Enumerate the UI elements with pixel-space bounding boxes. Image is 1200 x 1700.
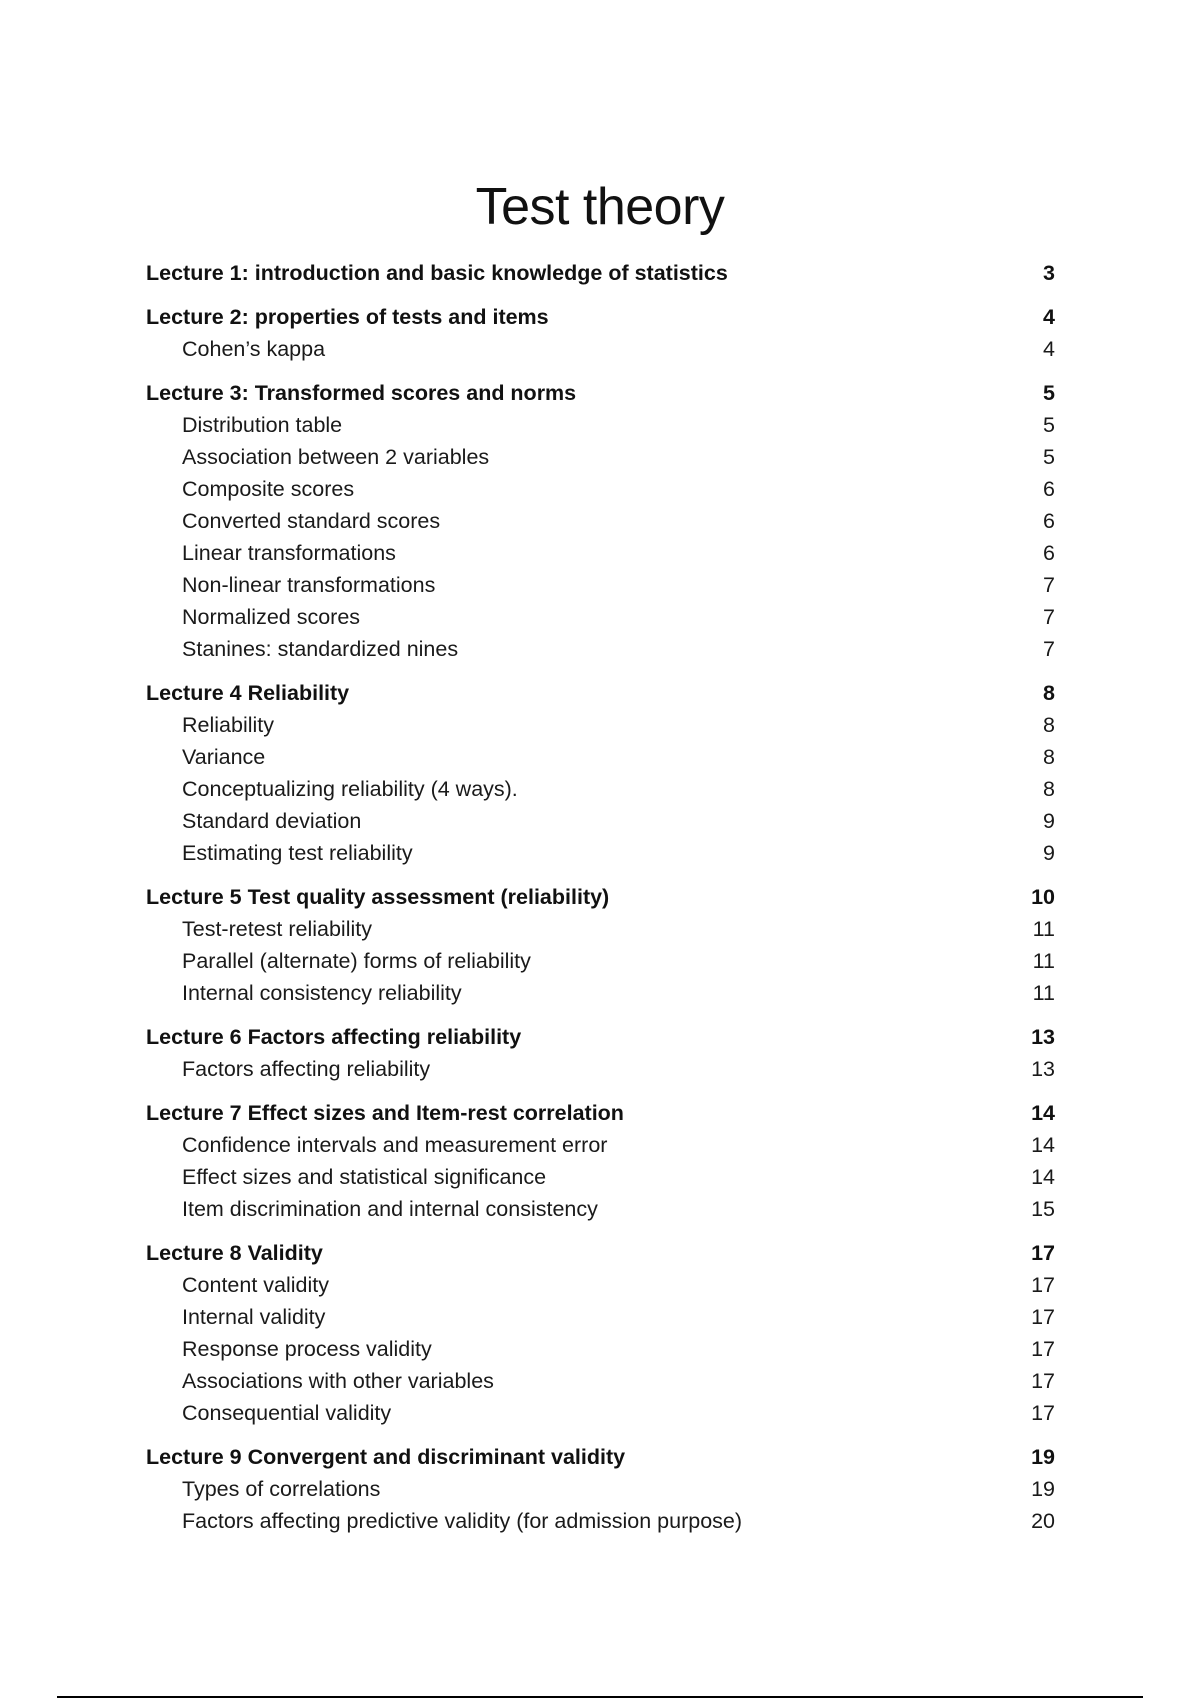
toc-lecture-title: Lecture 2: properties of tests and items: [146, 305, 549, 329]
toc-lecture-title: Lecture 5 Test quality assessment (reliability): [146, 885, 610, 909]
toc-subsection-entry[interactable]: [146, 1161, 1055, 1193]
toc-lecture-entry[interactable]: [146, 1021, 1055, 1053]
toc-subsection-entry[interactable]: [146, 945, 1055, 977]
toc-subsection-title: Effect sizes and statistical significance: [182, 1165, 547, 1189]
toc-lecture-entry[interactable]: [146, 881, 1055, 913]
toc-subsection-title: Associations with other variables: [182, 1369, 494, 1393]
toc-subsection-page-number: 8: [1043, 713, 1055, 737]
toc-subsection-title: Standard deviation: [182, 809, 362, 833]
toc-lecture-entry[interactable]: [146, 677, 1055, 709]
toc-section: [146, 881, 1055, 1009]
toc-subsection-entry[interactable]: [146, 601, 1055, 633]
toc-subsection-title: Distribution table: [182, 413, 343, 437]
toc-subsection-page-number: 6: [1043, 477, 1055, 501]
toc-subsection-entry[interactable]: [146, 1129, 1055, 1161]
toc-subsection-title: Response process validity: [182, 1337, 432, 1361]
toc-subsection-entry[interactable]: [146, 1193, 1055, 1225]
toc-subsection-title: Internal validity: [182, 1305, 326, 1329]
toc-lecture-entry[interactable]: [146, 1097, 1055, 1129]
toc-subsection-title: Linear transformations: [182, 541, 396, 565]
toc-subsection-page-number: 17: [1031, 1401, 1055, 1425]
toc-subsection-entry[interactable]: [146, 741, 1055, 773]
toc-lecture-entry[interactable]: [146, 1237, 1055, 1269]
toc-lecture-page-number: 5: [1043, 381, 1055, 405]
toc-subsection-page-number: 11: [1032, 949, 1055, 973]
toc-subsection-page-number: 7: [1043, 573, 1055, 597]
toc-subsection-entry[interactable]: [146, 473, 1055, 505]
toc-lecture-title: Lecture 1: introduction and basic knowledge of statistics: [146, 261, 728, 285]
toc-subsection-page-number: 7: [1043, 605, 1055, 629]
toc-subsection-page-number: 11: [1032, 981, 1055, 1005]
toc-subsection-entry[interactable]: [146, 1473, 1055, 1505]
toc-subsection-title: Parallel (alternate) forms of reliability: [182, 949, 531, 973]
toc-subsection-title: Test-retest reliability: [182, 917, 372, 941]
toc-section: [146, 1441, 1055, 1537]
toc-subsection-page-number: 8: [1043, 777, 1055, 801]
toc-lecture-title: Lecture 6 Factors affecting reliability: [146, 1025, 522, 1049]
toc-section: [146, 257, 1055, 289]
toc-subsection-title: Content validity: [182, 1273, 329, 1297]
toc-subsection-page-number: 13: [1031, 1057, 1055, 1081]
toc-subsection-page-number: 15: [1031, 1197, 1055, 1221]
toc-subsection-entry[interactable]: [146, 1397, 1055, 1429]
toc-lecture-title: Lecture 4 Reliability: [146, 681, 350, 705]
toc-subsection-entry[interactable]: [146, 569, 1055, 601]
toc-subsection-entry[interactable]: [146, 1333, 1055, 1365]
toc-subsection-entry[interactable]: [146, 837, 1055, 869]
toc-lecture-title: Lecture 7 Effect sizes and Item-rest correlation: [146, 1101, 624, 1125]
toc-subsection-page-number: 4: [1043, 337, 1055, 361]
toc-subsection-page-number: 5: [1043, 445, 1055, 469]
toc-subsection-page-number: 8: [1043, 745, 1055, 769]
toc-subsection-page-number: 9: [1043, 841, 1055, 865]
toc-lecture-entry[interactable]: [146, 257, 1055, 289]
toc-subsection-title: Estimating test reliability: [182, 841, 413, 865]
toc-subsection-entry[interactable]: [146, 977, 1055, 1009]
toc-section: [146, 1237, 1055, 1429]
toc-section: [146, 377, 1055, 665]
toc-subsection-title: Factors affecting reliability: [182, 1057, 431, 1081]
toc-subsection-entry[interactable]: [146, 913, 1055, 945]
toc-lecture-page-number: 19: [1031, 1445, 1055, 1469]
toc-subsection-page-number: 7: [1043, 637, 1055, 661]
toc-subsection-title: Normalized scores: [182, 605, 361, 629]
toc-lecture-page-number: 10: [1031, 885, 1055, 909]
toc-lecture-entry[interactable]: [146, 301, 1055, 333]
toc-subsection-entry[interactable]: [146, 1505, 1055, 1537]
toc-lecture-page-number: 14: [1031, 1101, 1055, 1125]
toc-subsection-page-number: 20: [1031, 1509, 1055, 1533]
toc-section: [146, 1021, 1055, 1085]
toc-subsection-entry[interactable]: [146, 441, 1055, 473]
page-title: Test theory: [475, 177, 725, 236]
bottom-divider: [57, 1696, 1143, 1698]
toc-subsection-title: Factors affecting predictive validity (for admission purpose): [182, 1509, 743, 1533]
toc-subsection-page-number: 17: [1031, 1337, 1055, 1361]
toc-subsection-page-number: 17: [1031, 1305, 1055, 1329]
toc-subsection-entry[interactable]: [146, 537, 1055, 569]
toc-subsection-title: Composite scores: [182, 477, 355, 501]
toc-lecture-page-number: 3: [1043, 261, 1055, 285]
toc-lecture-title: Lecture 3: Transformed scores and norms: [146, 381, 577, 405]
toc-subsection-page-number: 6: [1043, 509, 1055, 533]
toc-subsection-title: Internal consistency reliability: [182, 981, 462, 1005]
toc-subsection-title: Consequential validity: [182, 1401, 392, 1425]
toc-section: [146, 1097, 1055, 1225]
toc-subsection-title: Conceptualizing reliability (4 ways).: [182, 777, 518, 801]
toc-subsection-page-number: 14: [1031, 1165, 1055, 1189]
toc-subsection-title: Types of correlations: [182, 1477, 381, 1501]
toc-subsection-page-number: 19: [1031, 1477, 1055, 1501]
table-of-contents: [146, 257, 1055, 1549]
toc-subsection-entry[interactable]: [146, 633, 1055, 665]
toc-lecture-entry[interactable]: [146, 1441, 1055, 1473]
toc-subsection-title: Converted standard scores: [182, 509, 441, 533]
toc-lecture-title: Lecture 9 Convergent and discriminant validity: [146, 1445, 626, 1469]
toc-section: [146, 301, 1055, 365]
toc-subsection-page-number: 9: [1043, 809, 1055, 833]
toc-subsection-entry[interactable]: [146, 333, 1055, 365]
toc-subsection-entry[interactable]: [146, 1053, 1055, 1085]
toc-subsection-entry[interactable]: [146, 1365, 1055, 1397]
toc-subsection-title: Item discrimination and internal consistency: [182, 1197, 598, 1221]
toc-subsection-page-number: 14: [1031, 1133, 1055, 1157]
toc-subsection-page-number: 5: [1043, 413, 1055, 437]
toc-subsection-title: Variance: [182, 745, 266, 769]
toc-lecture-page-number: 8: [1043, 681, 1055, 705]
toc-subsection-entry[interactable]: [146, 805, 1055, 837]
toc-subsection-title: Stanines: standardized nines: [182, 637, 459, 661]
toc-subsection-entry[interactable]: [146, 709, 1055, 741]
toc-subsection-page-number: 11: [1032, 917, 1055, 941]
toc-lecture-page-number: 4: [1043, 305, 1055, 329]
toc-subsection-entry[interactable]: [146, 1301, 1055, 1333]
toc-subsection-page-number: 17: [1031, 1369, 1055, 1393]
toc-subsection-title: Cohen’s kappa: [182, 337, 326, 361]
toc-subsection-title: Confidence intervals and measurement error: [182, 1133, 608, 1157]
toc-subsection-title: Non-linear transformations: [182, 573, 436, 597]
toc-lecture-title: Lecture 8 Validity: [146, 1241, 323, 1265]
toc-lecture-page-number: 13: [1031, 1025, 1055, 1049]
toc-subsection-title: Association between 2 variables: [182, 445, 490, 469]
toc-lecture-page-number: 17: [1031, 1241, 1055, 1265]
toc-subsection-title: Reliability: [182, 713, 275, 737]
toc-subsection-entry[interactable]: [146, 1269, 1055, 1301]
toc-subsection-page-number: 17: [1031, 1273, 1055, 1297]
toc-section: [146, 677, 1055, 869]
toc-lecture-entry[interactable]: [146, 377, 1055, 409]
toc-subsection-page-number: 6: [1043, 541, 1055, 565]
toc-subsection-entry[interactable]: [146, 409, 1055, 441]
toc-subsection-entry[interactable]: [146, 505, 1055, 537]
toc-subsection-entry[interactable]: [146, 773, 1055, 805]
